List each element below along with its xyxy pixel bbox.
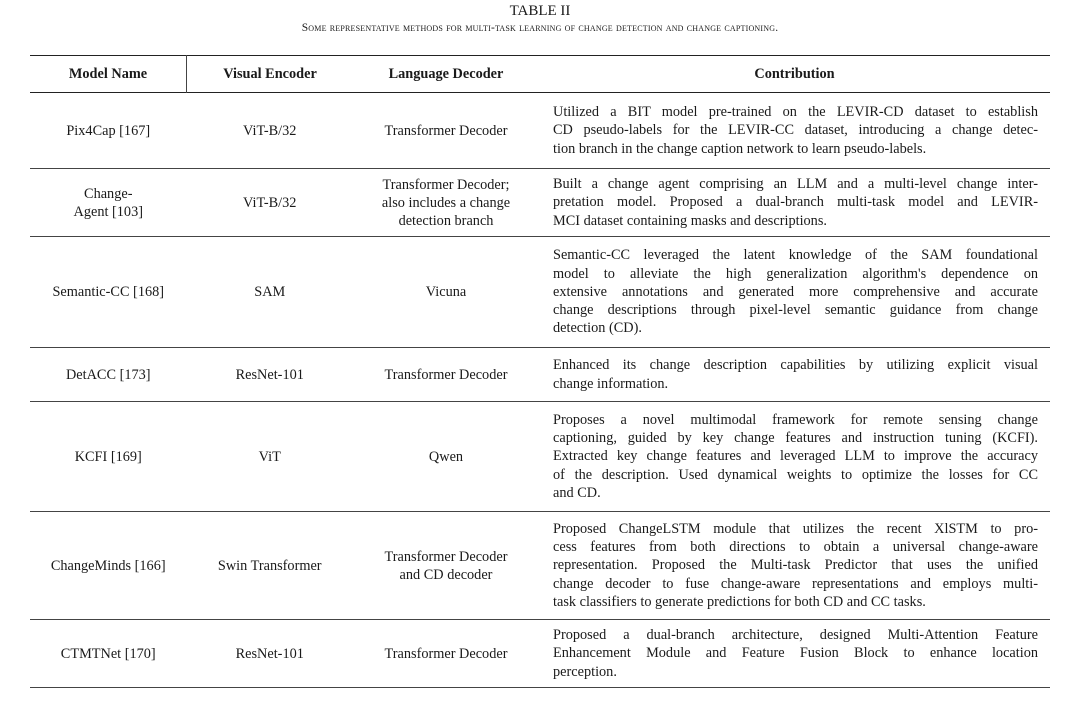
- decoder-line: and CD decoder: [399, 566, 493, 583]
- table-title: TABLE II: [509, 3, 571, 19]
- decoder-line: also includes a change: [381, 194, 511, 211]
- contribution-line: change decoder to fuse change-aware representations and employs multi-: [553, 575, 1038, 592]
- model-name-cell: [30, 402, 187, 512]
- model-name-line: Semantic-CC [168]: [52, 284, 165, 300]
- table-row: [30, 237, 1050, 348]
- decoder-line: Transformer Decoder: [384, 645, 508, 662]
- contribution-line: Built a change agent comprising an LLM and a multi-level change inter-: [553, 176, 1038, 193]
- contribution-line: Enhanced its change description capabilities by utilizing explicit visual: [553, 357, 1038, 374]
- language-decoder-cell: [353, 402, 539, 512]
- language-decoder-cell: [353, 512, 539, 620]
- table-row: [30, 402, 1050, 512]
- contribution-line: pretation model. Proposed a dual-branch multi-task model and LEVIR-: [553, 194, 1038, 211]
- contribution-cell: [539, 512, 1050, 620]
- contribution-line: Proposed ChangeLSTM module that utilizes the recent XlSTM to pro-: [553, 520, 1038, 537]
- model-name-cell: [30, 169, 187, 237]
- visual-encoder-cell: ViT-B/32: [243, 194, 297, 211]
- header-contribution: Contribution: [754, 65, 835, 82]
- contribution-line: Enhancement Module and Feature Fusion Block to enhance location: [553, 645, 1038, 662]
- model-name-line: Agent [103]: [73, 203, 143, 220]
- header-model-name: Model Name: [30, 56, 187, 93]
- contribution-cell: [539, 402, 1050, 512]
- language-decoder-cell: [353, 620, 539, 688]
- contribution-line: and CD.: [553, 484, 601, 501]
- table-row: [30, 620, 1050, 688]
- contribution-line: Proposed a dual-branch architecture, designed Multi-Attention Feature: [553, 627, 1038, 644]
- decoder-line: Transformer Decoder: [384, 366, 508, 383]
- contribution-line: model to alleviate the high generalization algorithm's dependence on: [553, 265, 1038, 282]
- model-name-cell: [30, 620, 187, 688]
- contribution-line: Semantic-CC leveraged the latent knowledge of the SAM foundational: [553, 247, 1038, 264]
- visual-encoder-cell: Swin Transformer: [217, 557, 322, 574]
- contribution-line: extensive annotations and generated more comprehensive and accurate: [553, 283, 1038, 300]
- decoder-line: Transformer Decoder: [384, 122, 508, 139]
- methods-table: [30, 55, 1050, 688]
- model-name-line: CTMTNet [170]: [60, 645, 156, 662]
- contribution-line: Utilized a BIT model pre-trained on the LEVIR-CD dataset to establish: [553, 104, 1038, 121]
- contribution-line: cess features from both directions to obtain a universal change-aware: [553, 539, 1038, 556]
- table-row: [30, 348, 1050, 402]
- decoder-line: Transformer Decoder: [384, 548, 508, 565]
- model-name-line: Change-: [84, 185, 133, 202]
- contribution-line: MCI dataset containing masks and descriptions.: [553, 212, 827, 229]
- contribution-cell: [539, 620, 1050, 688]
- contribution-cell: [539, 93, 1050, 169]
- visual-encoder-cell: SAM: [254, 284, 286, 300]
- contribution-line: perception.: [553, 663, 617, 680]
- model-name-cell: [30, 93, 187, 169]
- contribution-line: Proposes a novel multimodal framework for remote sensing change: [553, 411, 1038, 428]
- model-name-line: ChangeMinds [166]: [50, 557, 166, 574]
- contribution-line: of the description. Used dynamical weights to optimize the losses for CC: [553, 466, 1038, 483]
- table-header-row: [30, 56, 1050, 93]
- table-row: [30, 93, 1050, 169]
- contribution-line: representation. Proposed the Multi-task Predictor that uses the unified: [553, 557, 1038, 574]
- header-visual-encoder: Visual Encoder: [223, 65, 317, 82]
- language-decoder-cell: [353, 93, 539, 169]
- contribution-line: change descriptions through pixel-level semantic guidance from change: [553, 302, 1038, 319]
- model-name-line: DetACC [173]: [65, 366, 151, 383]
- model-name-line: Pix4Cap [167]: [66, 122, 151, 139]
- visual-encoder-cell: ResNet-101: [235, 645, 304, 662]
- language-decoder-cell: [353, 237, 539, 348]
- language-decoder-cell: [353, 169, 539, 237]
- visual-encoder-cell: ResNet-101: [235, 366, 304, 383]
- table-row: [30, 512, 1050, 620]
- contribution-line: change information.: [553, 375, 669, 392]
- contribution-line: detection (CD).: [553, 320, 642, 337]
- contribution-cell: [539, 237, 1050, 348]
- table-caption: Some representative methods for multi-task learning of change detection and change captioning.: [301, 22, 779, 34]
- contribution-line: captioning, guided by key change features and instruction tuning (KCFI).: [553, 430, 1038, 447]
- contribution-line: Extracted key change features and leveraged LLM to improve the accuracy: [553, 448, 1038, 465]
- decoder-line: detection branch: [398, 212, 494, 229]
- contribution-cell: [539, 348, 1050, 402]
- model-name-cell: [30, 237, 187, 348]
- table-row: [30, 169, 1050, 237]
- decoder-line: Transformer Decoder;: [382, 176, 510, 193]
- decoder-line: Qwen: [428, 448, 464, 465]
- contribution-line: tion branch in the change caption network to learn pseudo-labels.: [553, 140, 927, 157]
- contribution-line: task classifiers to generate predictions for both CD and CC tasks.: [553, 593, 926, 610]
- visual-encoder-cell: ViT: [258, 448, 281, 465]
- language-decoder-cell: [353, 348, 539, 402]
- contribution-line: CD pseudo-labels for the LEVIR-CC dataset, introducing a change detec-: [553, 122, 1038, 139]
- visual-encoder-cell: ViT-B/32: [243, 122, 297, 139]
- model-name-cell: [30, 348, 187, 402]
- decoder-line: Vicuna: [425, 284, 467, 300]
- model-name-line: KCFI [169]: [74, 448, 142, 465]
- header-language-decoder: Language Decoder: [388, 65, 504, 82]
- contribution-cell: [539, 169, 1050, 237]
- model-name-cell: [30, 512, 187, 620]
